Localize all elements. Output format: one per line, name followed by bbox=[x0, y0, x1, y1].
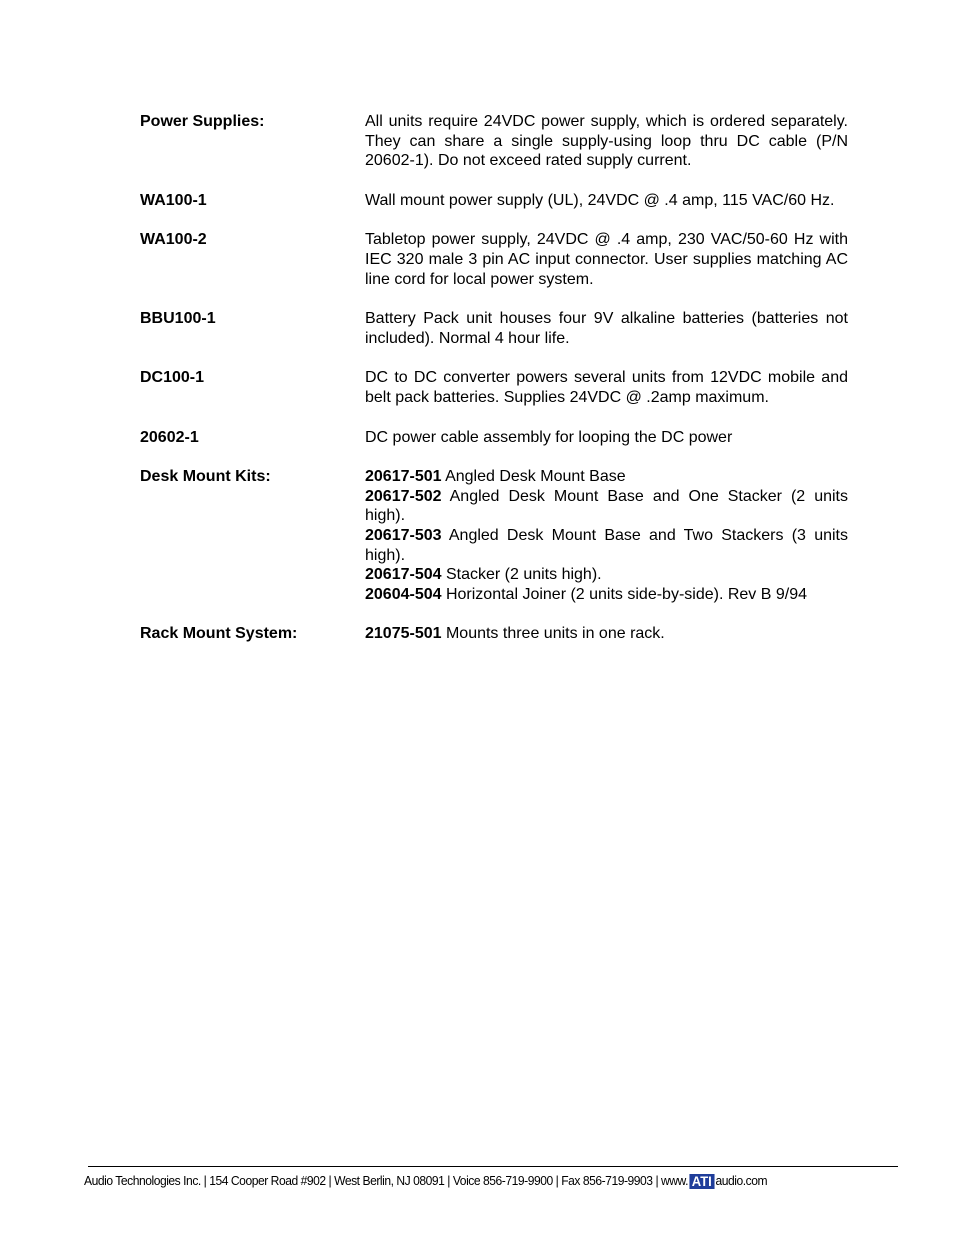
spacer bbox=[140, 210, 848, 230]
spec-label: BBU100-1 bbox=[140, 310, 216, 328]
spec-row-desk-mount-kits bbox=[140, 467, 848, 604]
spacer bbox=[140, 408, 848, 428]
spec-description: All units require 24VDC power supply, which is ordered separately. They can share a single supply-using loop thru DC cable (P/N 20602-1). Do not exceed rated supply current. bbox=[365, 113, 848, 170]
footer-contact-text: Audio Technologies Inc. | 154 Cooper Road #902 | West Berlin, NJ 08091 | Voice 856-719-9900 | Fax 856-719-9903 | www. bbox=[84, 1173, 689, 1188]
spec-description: Wall mount power supply (UL), 24VDC @ .4 amp, 115 VAC/60 Hz. bbox=[365, 191, 835, 209]
spacer bbox=[140, 289, 848, 309]
spacer bbox=[140, 171, 848, 191]
footer-domain-text: audio.com bbox=[715, 1173, 768, 1188]
spec-row-dc100-1 bbox=[140, 368, 848, 407]
spec-description: Tabletop power supply, 24VDC @ .4 amp, 230 VAC/50-60 Hz with IEC 320 male 3 pin AC input connector. User supplies matching AC line cord for local power system. bbox=[365, 231, 848, 288]
spec-row-bbu100-1 bbox=[140, 309, 848, 348]
kit-part-number: 20617-503 bbox=[365, 526, 442, 544]
rack-mount-description bbox=[365, 624, 848, 644]
kit-part-number: 20617-501 bbox=[365, 468, 442, 486]
spec-description: Battery Pack unit houses four 9V alkaline batteries (batteries not included). Normal 4 hour life. bbox=[365, 310, 848, 347]
kit-description: Stacker (2 units high). bbox=[441, 566, 602, 584]
desk-mount-kit-list bbox=[365, 467, 848, 604]
kit-part-number: 20604-504 bbox=[365, 585, 442, 603]
spec-row-wa100-2 bbox=[140, 230, 848, 289]
rack-part-number: 21075-501 bbox=[365, 625, 442, 643]
kit-item bbox=[365, 487, 848, 526]
spec-description: DC power cable assembly for looping the DC power bbox=[365, 428, 733, 446]
spec-label: WA100-1 bbox=[140, 191, 207, 209]
spacer bbox=[140, 604, 848, 624]
kit-item bbox=[365, 565, 848, 585]
kit-item bbox=[365, 585, 848, 605]
spec-label: DC100-1 bbox=[140, 369, 205, 387]
footer-divider bbox=[88, 1166, 898, 1167]
rack-description-text: Mounts three units in one rack. bbox=[441, 625, 665, 643]
kit-description: Horizontal Joiner (2 units side-by-side). Rev B 9/94 bbox=[441, 585, 808, 603]
spec-row-wa100-1 bbox=[140, 191, 848, 211]
spec-label: 20602-1 bbox=[140, 428, 199, 446]
spec-row-power-supplies bbox=[140, 112, 848, 171]
kit-description: Angled Desk Mount Base and One Stacker (2 units high). bbox=[365, 487, 848, 525]
ati-logo: ATI bbox=[689, 1174, 715, 1189]
kit-description: Angled Desk Mount Base bbox=[441, 468, 626, 486]
spec-label: Power Supplies: bbox=[140, 113, 265, 130]
kit-item bbox=[365, 526, 848, 565]
spec-label: Rack Mount System: bbox=[140, 625, 298, 643]
kit-description: Angled Desk Mount Base and Two Stackers (3 units high). bbox=[365, 526, 848, 564]
spacer bbox=[140, 447, 848, 467]
page-footer bbox=[84, 1172, 856, 1190]
spec-row-rack-mount-system bbox=[140, 624, 848, 644]
spec-row-20602-1 bbox=[140, 428, 848, 448]
spec-label: WA100-2 bbox=[140, 231, 207, 249]
kit-item bbox=[365, 467, 848, 487]
spec-label: Desk Mount Kits: bbox=[140, 468, 271, 486]
spec-list bbox=[140, 112, 848, 644]
spacer bbox=[140, 348, 848, 368]
spec-description: DC to DC converter powers several units from 12VDC mobile and belt pack batteries. Supplies 24VDC @ .2amp maximum. bbox=[365, 369, 848, 406]
kit-part-number: 20617-504 bbox=[365, 566, 442, 584]
kit-part-number: 20617-502 bbox=[365, 487, 442, 505]
